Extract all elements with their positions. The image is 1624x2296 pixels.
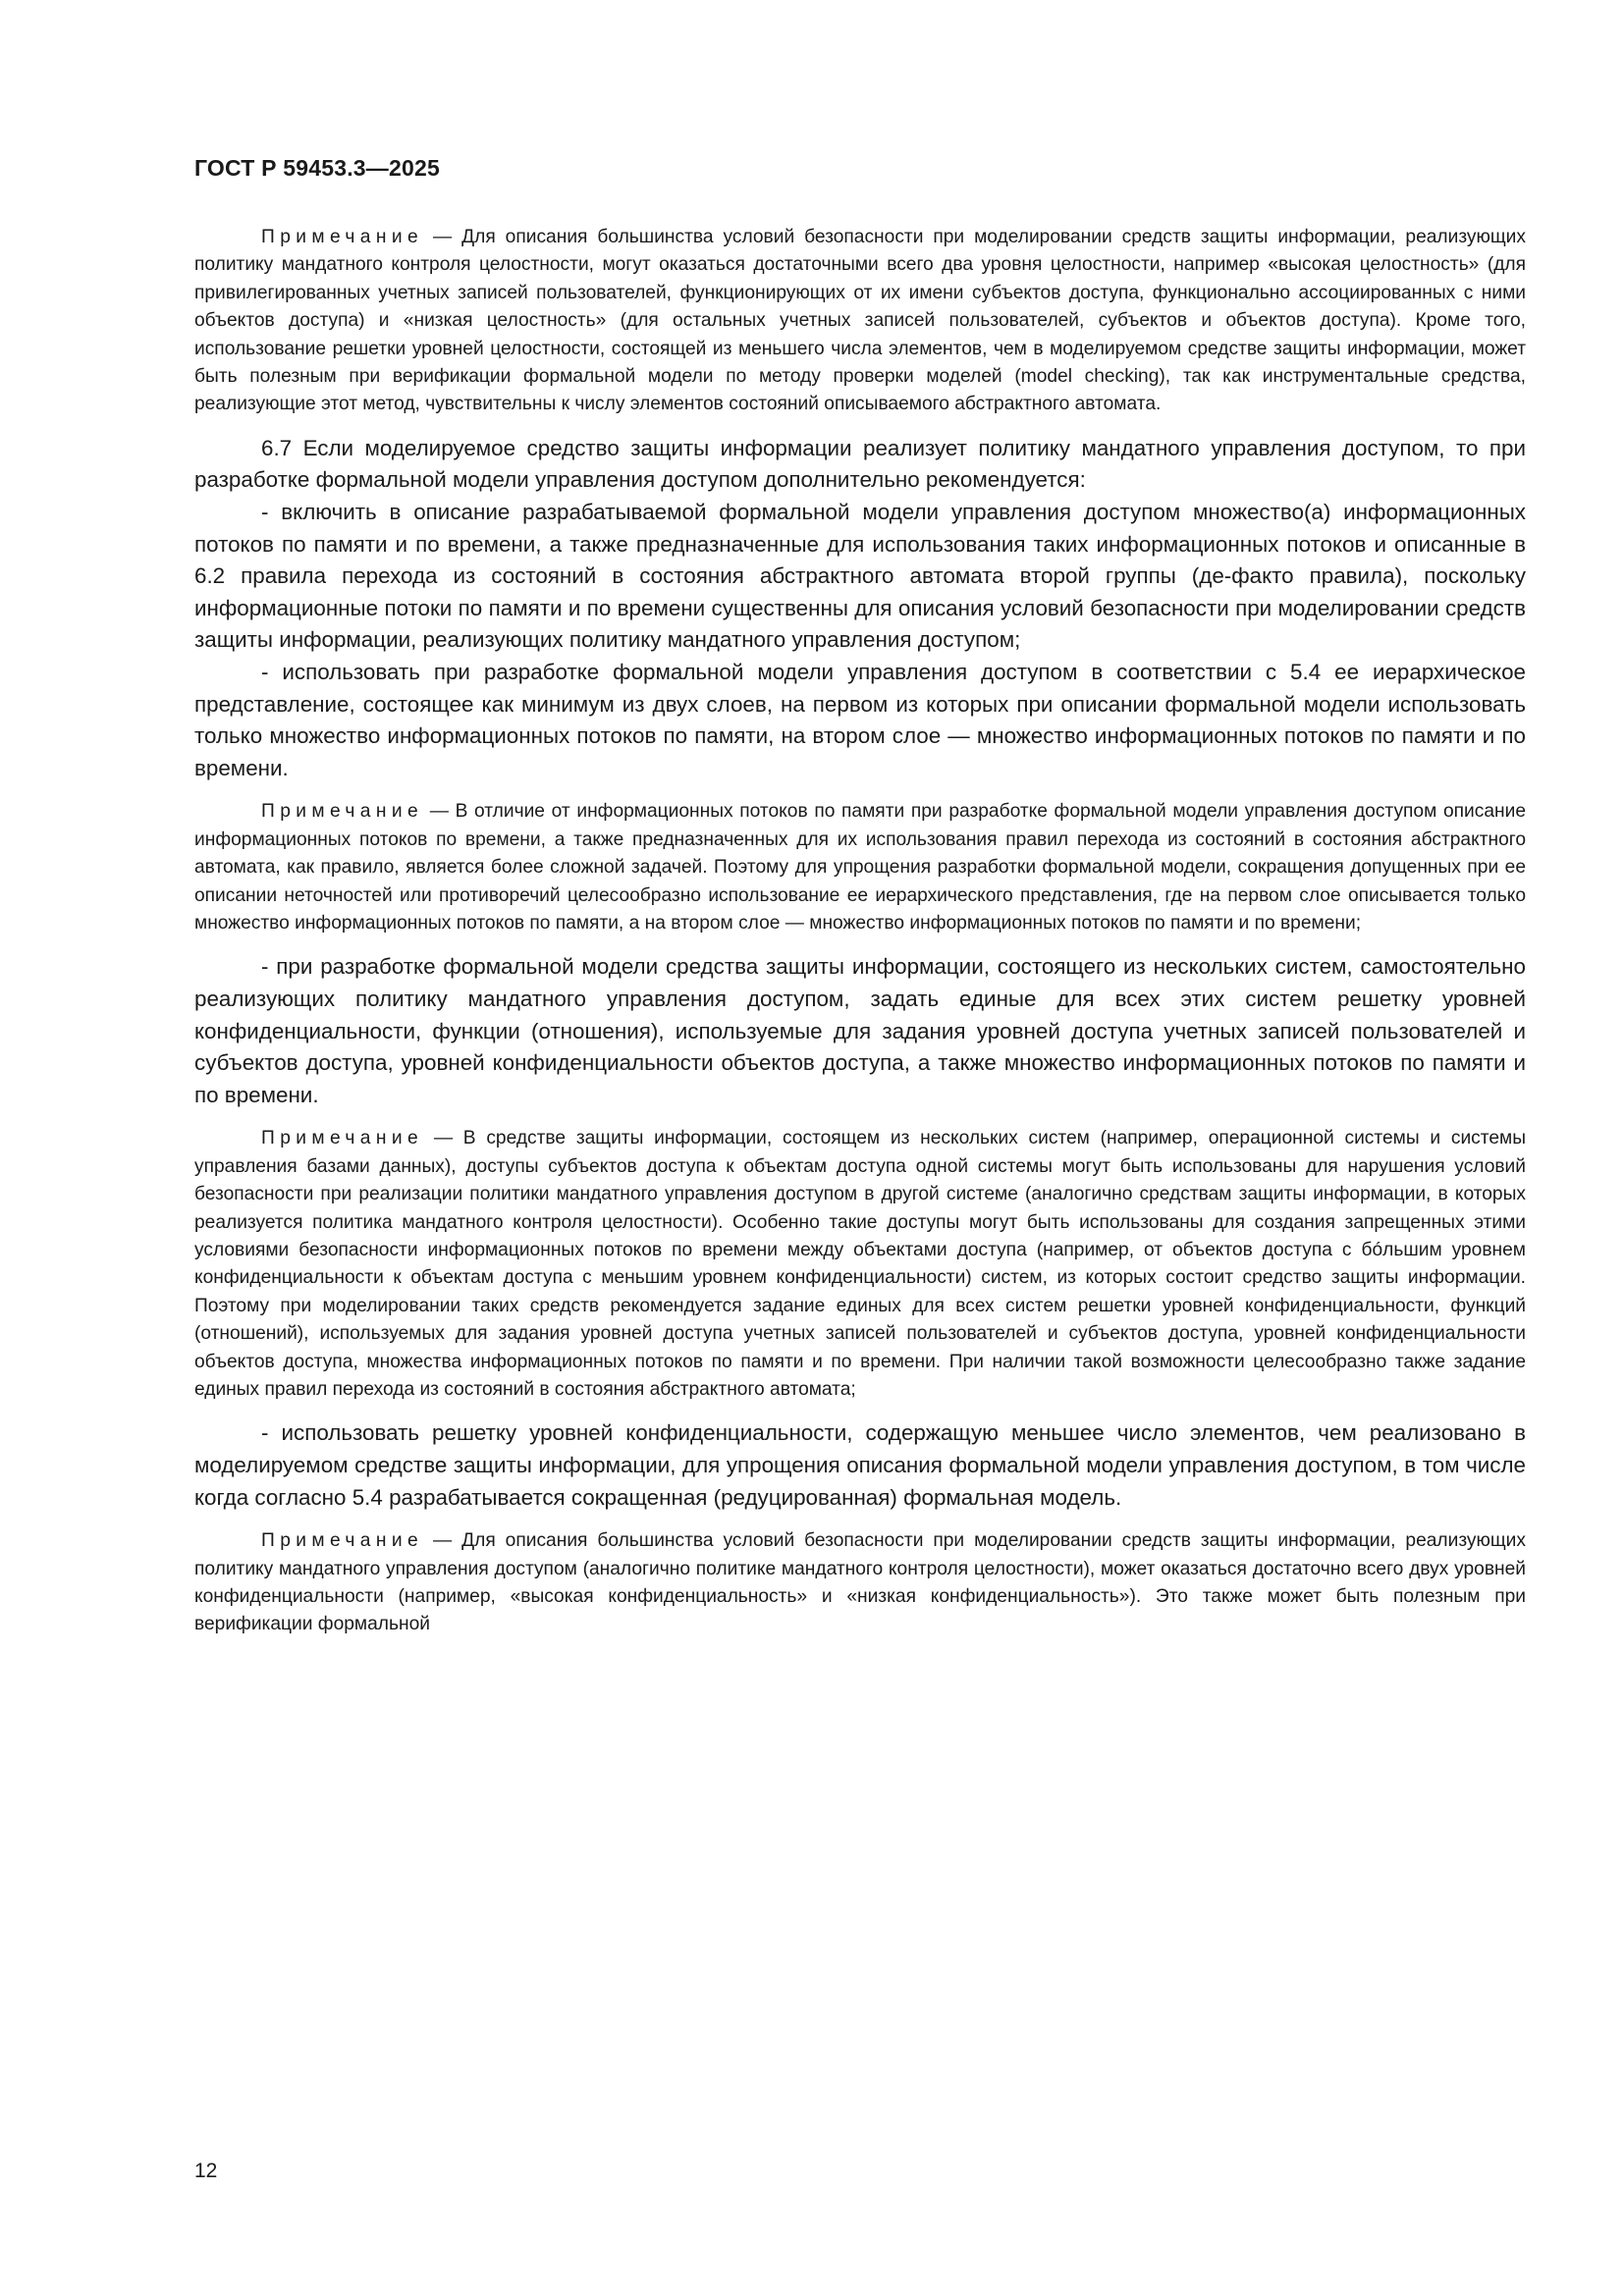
note-label: Примечание [261,1530,424,1552]
document-body [194,224,1526,1639]
note-text: — Для описания большинства условий безопасности при моделировании средств защиты информации, реализующих политику мандатного контроля целостности, могут оказаться достаточными всего два уровня целостности, например «высокая целостность» (для привилегированных учетных записей пользователей, функционирующих от их имени субъектов доступа, функционально ассоциированных с ними объектов доступа) и «низкая целостность» (для остальных учетных записей пользователей, субъектов и объектов доступа). Кроме того, использование решетки уровней целостности, состоящей из меньшего числа элементов, чем в моделируемом средстве защиты информации, может быть полезным при верификации формальной модели по методу проверки моделей (model checking), так как инструментальные средства, реализующие этот метод, чувствительны к числу элементов состояний описываемого абстрактного автомата. [194,227,1526,415]
list-item: - использовать решетку уровней конфиденциальности, содержащую меньшее число элементов, чем реализовано в моделируемом средстве защиты информации, для упрощения описания формальной модели управления доступом, в том числе когда согласно 5.4 разрабатывается сокращенная (редуцированная) формальная модель. [194,1420,1526,1510]
note-text: — В средстве защиты информации, состоящем из нескольких систем (например, операционной системы и системы управления базами данных), доступы субъектов доступа к объектам доступа одной системы могут быть использованы для нарушения условий безопасности при реализации политики мандатного управления доступом в другой системе (аналогично средствам защиты информации, в которых реализуется политика мандатного контроля целостности). Особенно такие доступы могут быть использованы для создания запрещенных этими условиями безопасности информационных потоков по времени между объектами доступа (например, от объектов доступа с бóльшим уровнем конфиденциальности к объектам доступа с меньшим уровнем конфиденциальности) систем, из которых состоит средство защиты информации. Поэтому при моделировании таких средств рекомендуется задание единых для всех систем решетки уровней конфиденциальности, функций (отношений), используемых для задания уровней доступа учетных записей пользователей и субъектов доступа, уровней конфиденциальности объектов доступа, множества информационных потоков по памяти и по времени. При наличии такой возможности целесообразно также задание единых правил перехода из состояний в состояния абстрактного автомата; [194,1128,1526,1401]
list-item: - при разработке формальной модели средства защиты информации, состоящего из нескольких систем, самостоятельно реализующих политику мандатного управления доступом, задать единые для всех этих систем решетку уровней конфиденциальности, функции (отношения), используемые для задания уровней доступа учетных записей пользователей и субъектов доступа, уровней конфиденциальности объектов доступа, а также множество информационных потоков по памяти и по времени. [194,954,1526,1107]
note-paragraph [194,1527,1526,1639]
clause-6-7: 6.7 Если моделируемое средство защиты информации реализует политику мандатного управления доступом, то при разработке формальной модели управления доступом дополнительно рекомендуется: [194,435,1526,493]
page-number: 12 [194,2160,218,2182]
note-label: Примечание [261,801,424,823]
note-label: Примечание [261,1128,424,1149]
note-paragraph [194,224,1526,419]
note-text: — Для описания большинства условий безопасности при моделировании средств защиты информации, реализующих политику мандатного управления доступом (аналогично политике мандатного контроля целостности), может оказаться достаточно всего двух уровней конфиденциальности (например, «высокая конфиденциальность» и «низкая конфиденциальность»). Это также может быть полезным при верификации формальной [194,1530,1526,1635]
note-paragraph [194,1125,1526,1404]
note-text: — В отличие от информационных потоков по памяти при разработке формальной модели управления доступом описание информационных потоков по времени, а также предназначенных для их использования правил перехода из состояний в состояния абстрактного автомата, как правило, является более сложной задачей. Поэтому для упрощения разработки формальной модели, сокращения допущенных при ее описании неточностей или противоречий целесообразно использование ее иерархического представления, где на первом слое описывается только множество информационных потоков по памяти, а на втором слое — множество информационных потоков по памяти и по времени; [194,801,1526,934]
note-paragraph [194,798,1526,937]
note-label: Примечание [261,227,424,247]
list-item: - использовать при разработке формальной модели управления доступом в соответствии с 5.4 ее иерархическое представление, состоящее как минимум из двух слоев, на первом из которых при описании формальной модели использовать только множество информационных потоков по памяти, на втором слое — множество информационных потоков по памяти и по времени. [194,660,1526,780]
document-header: ГОСТ Р 59453.3—2025 [194,155,440,181]
list-item: - включить в описание разрабатываемой формальной модели управления доступом множество(а) информационных потоков по памяти и по времени, а также предназначенные для использования таких информационных потоков и описанные в 6.2 правила перехода из состояний в состояния абстрактного автомата второй группы (де-факто правила), поскольку информационные потоки по памяти и по времени существенны для описания условий безопасности при моделировании средств защиты информации, реализующих политику мандатного управления доступом; [194,500,1526,653]
